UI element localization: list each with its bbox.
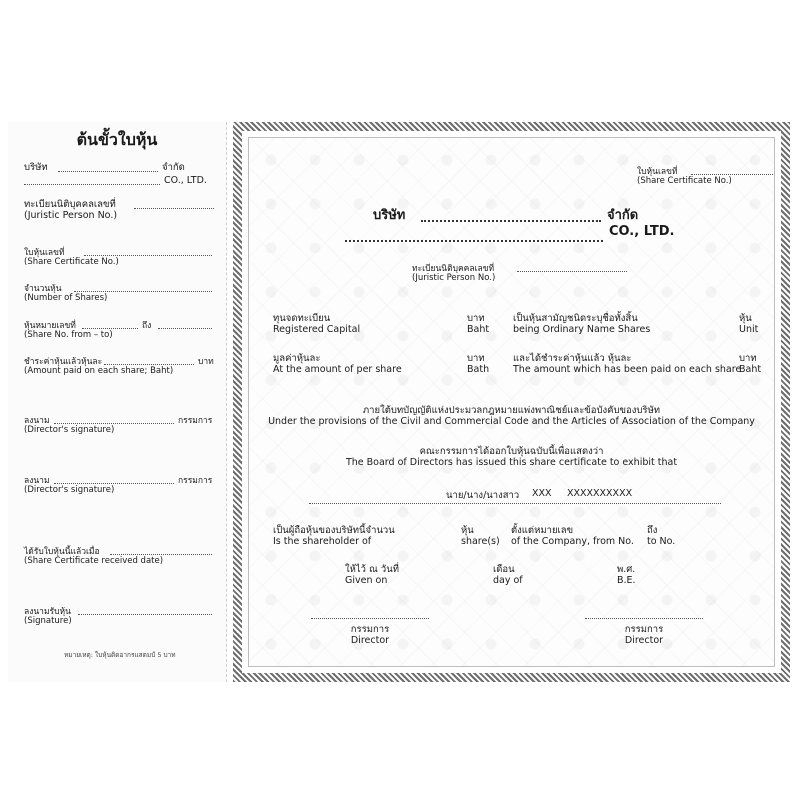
stub-sig2-en: (Director's signature) — [24, 485, 115, 495]
holder-line — [309, 503, 721, 504]
company-suffix-th: จำกัด — [607, 208, 639, 223]
stub-received-th: ได้รับใบหุ้นนี้แล้วเมื่อ — [24, 547, 100, 557]
stub-sig2-line — [54, 483, 174, 484]
stub-recv-sig-th: ลงนามรับหุ้น — [24, 607, 71, 617]
certificate-stub — [8, 122, 227, 682]
stub-cert-no-en: (Share Certificate No.) — [24, 257, 119, 267]
stub-company-line-2 — [24, 184, 160, 185]
stub-sig1-th: ลงนาม — [24, 416, 50, 426]
stub-share-no-th: หุ้นหมายเลขที่ — [24, 321, 76, 331]
stub-paid-line — [104, 364, 194, 365]
be-th: พ.ศ. — [617, 564, 636, 575]
juristic-line — [517, 271, 627, 272]
director2-en: Director — [624, 635, 664, 646]
reg-capital-en: Registered Capital — [273, 324, 361, 335]
stub-share-no-en: (Share No. from – to) — [24, 330, 113, 340]
par-baht-en: Bath — [467, 364, 490, 375]
stub-recv-sig-en: (Signature) — [24, 616, 72, 626]
unit-th: หุ้น — [739, 313, 752, 324]
director1-line — [311, 618, 429, 619]
paid-baht-th: บาท — [739, 353, 757, 364]
be-en: B.E. — [617, 575, 636, 586]
shareholder-en: Is the shareholder of — [273, 536, 372, 547]
stub-recv-sig-line — [78, 614, 212, 615]
stub-title: ต้นขั้วใบหุ้น — [76, 130, 158, 149]
stub-sig1-line — [54, 423, 174, 424]
stub-cert-no-line — [84, 255, 212, 256]
stub-num-shares-th: จำนวนหุ้น — [24, 284, 62, 294]
stub-note: หมายเหตุ: ใบหุ้นติดอากรแสตมป์ 5 บาท — [64, 651, 176, 659]
paid-en: The amount which has been paid on each share — [513, 364, 742, 375]
stub-received-line — [110, 554, 212, 555]
ordinary-shares-en: being Ordinary Name Shares — [513, 324, 651, 335]
to-no-th: ถึง — [647, 525, 658, 536]
stub-share-no-line-2 — [158, 328, 212, 329]
company-suffix-en: CO., LTD. — [609, 224, 675, 239]
stub-paid-th: ชำระค่าหุ้นแล้วหุ้นละ — [24, 357, 103, 367]
stub-num-shares-line — [74, 291, 212, 292]
shares-en: share(s) — [461, 536, 500, 547]
month-en: day of — [493, 575, 523, 586]
stub-sig2-th: ลงนาม — [24, 476, 50, 486]
stub-company-suffix-en: CO., LTD. — [164, 175, 207, 186]
stub-juristic-label-th: ทะเบียนนิติบุคคลเลขที่ — [24, 199, 116, 210]
to-no-en: to No. — [647, 536, 676, 547]
company-line-2 — [345, 240, 603, 242]
cert-no-en: (Share Certificate No.) — [637, 176, 732, 186]
stub-company-prefix: บริษัท — [24, 162, 48, 173]
director1-th: กรรมการ — [350, 624, 390, 635]
board-th: คณะกรรมการได้ออกใบหุ้นฉบับนี้เพื่อแสดงว่า — [419, 446, 604, 457]
month-th: เดือน — [493, 564, 515, 575]
stub-num-shares-en: (Number of Shares) — [24, 293, 108, 303]
shares-th: หุ้น — [461, 525, 474, 536]
stub-juristic-line — [134, 208, 214, 209]
ordinary-shares-th: เป็นหุ้นสามัญชนิดระบุชื่อทั้งสิ้น — [513, 313, 638, 324]
holder-first-name: XXX — [532, 488, 552, 499]
director2-line — [585, 618, 703, 619]
juristic-th: ทะเบียนนิติบุคคลเลขที่ — [412, 264, 495, 274]
company-line-1 — [421, 220, 601, 222]
stub-sig2-role: กรรมการ — [178, 476, 213, 486]
holder-last-name: XXXXXXXXXX — [567, 488, 633, 499]
stub-sig1-role: กรรมการ — [178, 416, 213, 426]
stub-sig1-en: (Director's signature) — [24, 425, 115, 435]
stub-paid-unit: บาท — [198, 357, 214, 367]
shareholder-th: เป็นผู้ถือหุ้นของบริษัทนี้จำนวน — [273, 525, 395, 536]
board-en: The Board of Directors has issued this share certificate to exhibit that — [345, 457, 678, 468]
certificate-body — [248, 137, 775, 667]
share-certificate — [233, 122, 790, 682]
provisions-th: ภายใต้บทบัญญัติแห่งประมวลกฎหมายแพ่งพาณิชย์และข้อบังคับของบริษัท — [362, 405, 661, 416]
holder-prefix: นาย/นาง/นางสาว — [446, 490, 520, 501]
stub-share-no-to: ถึง — [142, 321, 152, 331]
paid-baht-en: Baht — [739, 364, 762, 375]
from-no-th: ตั้งแต่หมายเลข — [511, 525, 574, 536]
par-en: At the amount of per share — [273, 364, 402, 375]
par-th: มูลค่าหุ้นละ — [273, 353, 321, 364]
company-prefix: บริษัท — [373, 208, 406, 223]
reg-capital-baht-th: บาท — [467, 313, 485, 324]
director1-en: Director — [350, 635, 390, 646]
given-en: Given on — [345, 575, 388, 586]
stub-share-no-line-1 — [82, 328, 138, 329]
stub-company-line — [58, 171, 158, 172]
stub-received-en: (Share Certificate received date) — [24, 556, 164, 566]
reg-capital-th: ทุนจดทะเบียน — [273, 313, 331, 324]
provisions-en: Under the provisions of the Civil and Commercial Code and the Articles of Association of the Company — [268, 416, 755, 427]
reg-capital-baht-en: Baht — [467, 324, 490, 335]
juristic-en: (Juristic Person No.) — [412, 273, 496, 283]
cert-no-line — [691, 174, 773, 175]
cert-no-th: ใบหุ้นเลขที่ — [637, 167, 678, 177]
stub-company-suffix-th: จำกัด — [162, 162, 185, 173]
from-no-en: of the Company, from No. — [511, 536, 634, 547]
director2-th: กรรมการ — [624, 624, 664, 635]
unit-en: Unit — [739, 324, 759, 335]
stub-cert-no-th: ใบหุ้นเลขที่ — [24, 248, 65, 258]
given-th: ให้ไว้ ณ วันที่ — [345, 564, 399, 575]
stub-juristic-label-en: (Juristic Person No.) — [24, 210, 118, 221]
stub-paid-en: (Amount paid on each share; Baht) — [24, 366, 174, 376]
par-baht-th: บาท — [467, 353, 485, 364]
paid-th: และได้ชำระค่าหุ้นแล้ว หุ้นละ — [513, 353, 632, 364]
